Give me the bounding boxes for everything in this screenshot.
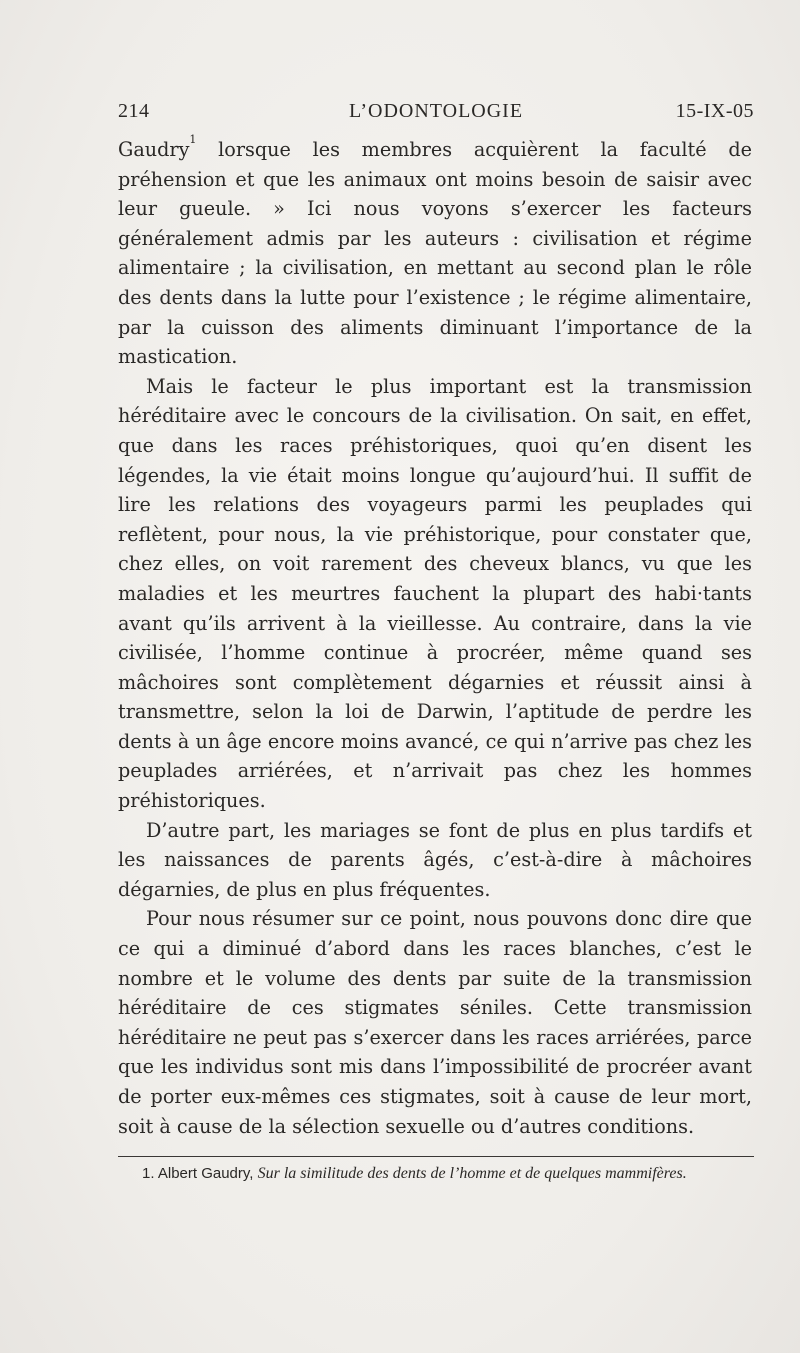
footnote-author: Albert Gaudry, [154, 1165, 258, 1182]
footnote [118, 1163, 754, 1184]
running-title: L’ODONTOLOGIE [348, 100, 524, 122]
paragraph-1-text: lorsque les membres acquièrent la faculté de préhension et que les animaux ont moins besoin de saisir avec leur gueule. » Ici nous voyons s’exercer les facteurs généralement admis par les auteurs : civilisation et régime alimentaire ; la civilisation, en mettant au second plan le rôle des dents dans la lutte pour l’existence ; le régime alimentaire, par la cuisson des aliments diminuant l’importance de la mastication. [118, 138, 752, 369]
paragraph-4: Pour nous résumer sur ce point, nous pouvons donc dire que ce qui a diminué d’abord dans les races blanches, c’est le nombre et le volume des dents par suite de la transmission héréditaire de ces stigmates séniles. Cette transmission héréditaire ne peut pas s’exercer dans les races arriérées, parce que les individus sont mis dans l’impossibilité de procréer avant de porter eux-mêmes ces stigmates, soit à cause de leur mort, soit à cause de la sélection sexuelle ou d’autres conditions. [118, 907, 752, 1138]
footnote-number: 1. [142, 1165, 155, 1182]
issue-date: 15-IX-05 [675, 100, 754, 122]
footnote-reference[interactable]: 1 [189, 132, 197, 146]
paragraph-1-lead: Gaudry [118, 138, 190, 161]
footnote-title: Sur la similitude des dents de l’homme et de quelques mammifères. [257, 1165, 687, 1182]
body-text [118, 132, 752, 1141]
page-header [118, 100, 754, 130]
paragraph-1 [118, 132, 752, 372]
paragraph-3: D’autre part, les mariages se font de plus en plus tardifs et les naissances de parents âgés, c’est-à-dire à mâchoires dégarnies, de plus en plus fréquentes. [118, 818, 752, 901]
page-number: 214 [118, 100, 150, 122]
paragraph-2: Mais le facteur le plus important est la transmission héréditaire avec le concours de la civilisation. On sait, en effet, que dans les races préhistoriques, quoi qu’en disent les légendes, la vie était moins longue qu’aujourd’hui. Il suffit de lire les relations des voyageurs parmi les peuplades qui reflètent, pour nous, la vie préhistorique, pour constater que, chez elles, on voit rarement des cheveux blancs, vu que les maladies et les meurtres fauchent la plupart des habi·tants avant qu’ils arrivent à la vieillesse. Au contraire, dans la vie civilisée, l’homme continue à procréer, même quand ses mâchoires sont complètement dégarnies et réussit ainsi à transmettre, selon la loi de Darwin, l’aptitude de perdre les dents à un âge encore moins avancé, ce qui n’arrive pas chez les peuplades arriérées, et n’arrivait pas chez les hommes préhistoriques. [118, 374, 752, 813]
footnote-divider [118, 1156, 754, 1157]
